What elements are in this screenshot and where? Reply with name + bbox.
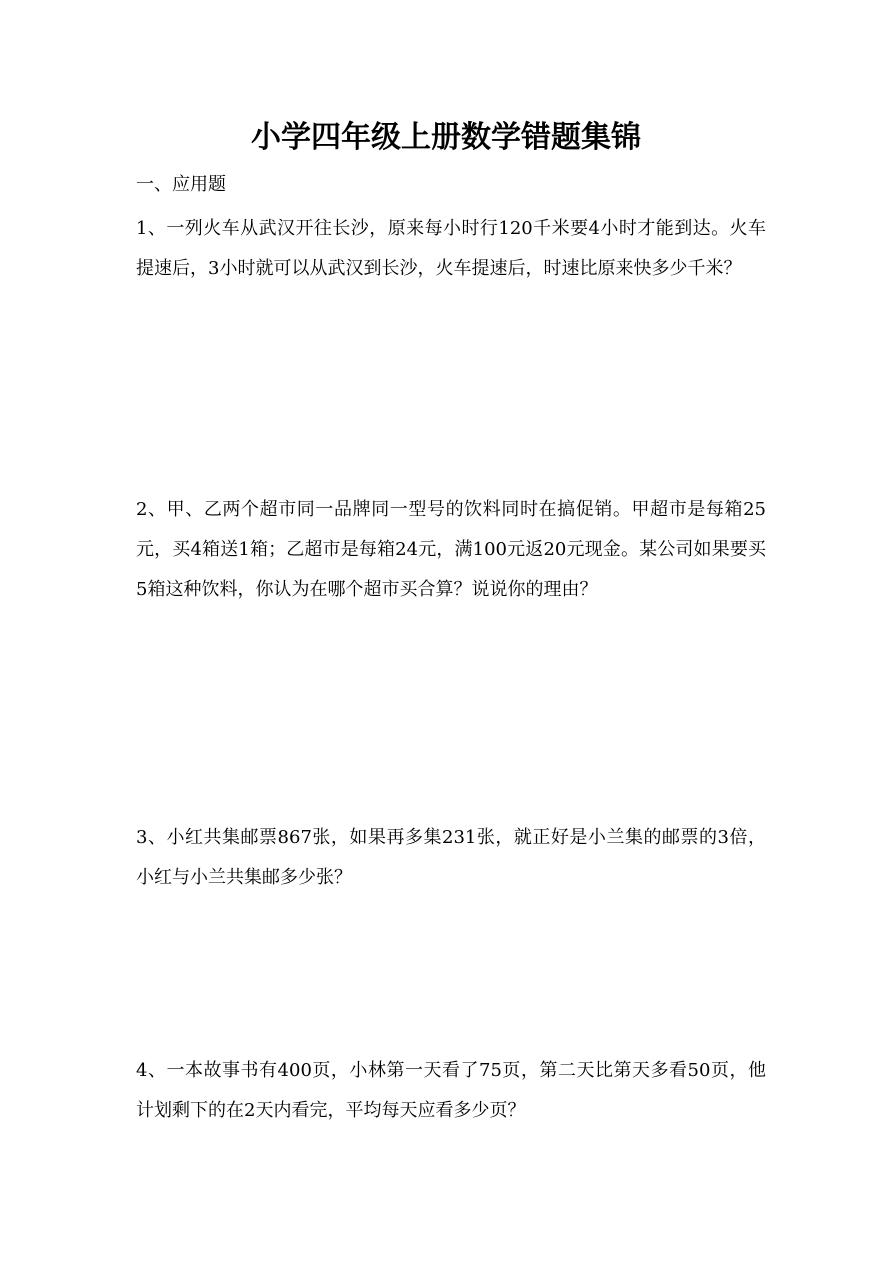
document-title: 小学四年级上册数学错题集锦 xyxy=(251,120,641,155)
question-4: 4、一本故事书有400页，小林第一天看了75页，第二天比第天多看50页，他计划剩下的在2天内看完，平均每天应看多少页？ xyxy=(136,1060,766,1121)
question-2: 2、甲、乙两个超市同一品牌同一型号的饮料同时在搞促销。甲超市是每箱25元，买4箱送1箱；乙超市是每箱24元，满100元返20元现金。某公司如果要买5箱这种饮料，你认为在哪个超市买合算？说说你的理由？ xyxy=(136,499,766,600)
question-1: 1、一列火车从武汉开往长沙，原来每小时行120千米要4小时才能到达。火车提速后，3小时就可以从武汉到长沙，火车提速后，时速比原来快多少千米？ xyxy=(136,218,766,279)
question-3: 3、小红共集邮票867张，如果再多集231张，就正好是小兰集的邮票的3倍，小红与小兰共集邮多少张？ xyxy=(136,827,766,888)
section-heading: 一、应用题 xyxy=(136,174,226,195)
